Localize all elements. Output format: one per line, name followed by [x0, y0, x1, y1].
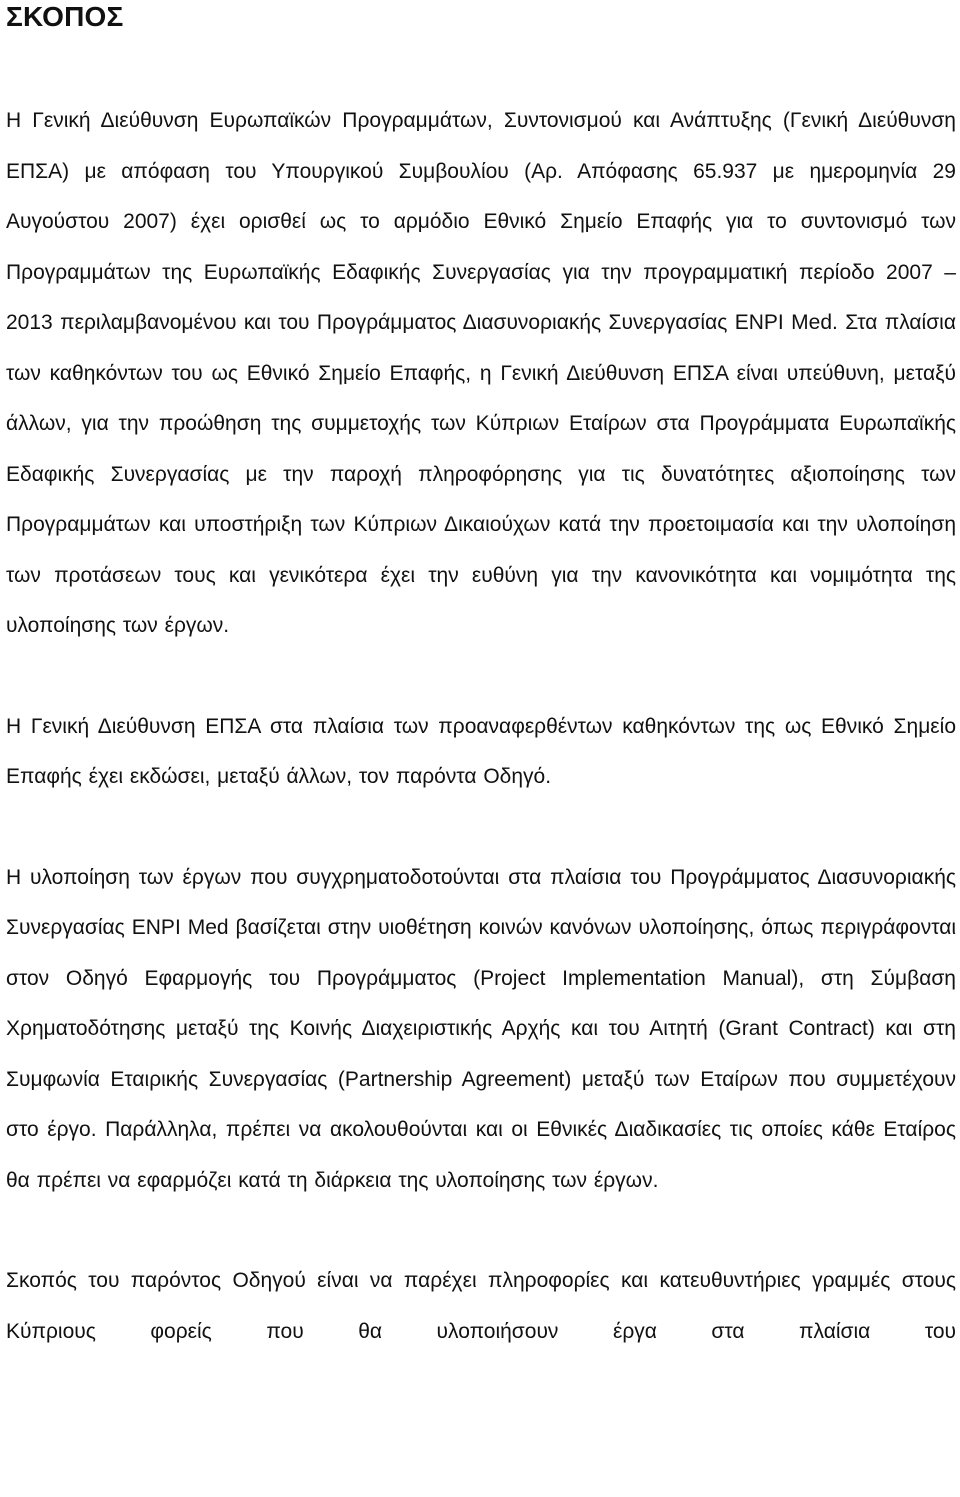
paragraph-implementation-rules: Η υλοποίηση των έργων που συγχρηματοδοτούνται στα πλαίσια του Προγράμματος Διασυνοριακής Συνεργασίας ENPI Med βασίζεται στην υιοθέτηση κοινών κανόνων υλοποίησης, όπως περιγράφονται στον Οδηγό Εφαρμογής του Προγράμματος (Project Implementation Manual), στη Σύμβαση Χρηματοδότησης μεταξύ της Κοινής Διαχειριστικής Αρχής και του Αιτητή (Grant Contract) και στη Συμφωνία Εταιρικής Συνεργασίας (Partnership Agreement) μεταξύ των Εταίρων που συμμετέχουν στο έργο. Παράλληλα, πρέπει να ακολουθούνται και οι Εθνικές Διαδικασίες τις οποίες κάθε Εταίρος θα πρέπει να εφαρμόζει κατά τη διάρκεια της υλοποίησης των έργων. — [6, 865, 956, 1192]
paragraph-guide-purpose: Σκοπός του παρόντος Οδηγού είναι να παρέχει πληροφορίες και κατευθυντήριες γραμμές στους Κύπριους φορείς που θα υλοποιήσουν έργα στα πλαίσια του — [6, 1269, 956, 1343]
document-page — [6, 0, 956, 1357]
paragraph-purpose-intro: Η Γενική Διεύθυνση Ευρωπαϊκών Προγραμμάτων, Συντονισμού και Ανάπτυξης (Γενική Διεύθυνση ΕΠΣΑ) με απόφαση του Υπουργικού Συμβουλίου (Αρ. Απόφασης 65.937 με ημερομηνία 29 Αυγούστου 2007) έχει ορισθεί ως το αρμόδιο Εθνικό Σημείο Επαφής για το συντονισμό των Προγραμμάτων της Ευρωπαϊκής Εδαφικής Συνεργασίας για την προγραμματική περίοδο 2007 – 2013 περιλαμβανομένου και του Προγράμματος Διασυνοριακής Συνεργασίας ENPI Med. Στα πλαίσια των καθηκόντων του ως Εθνικό Σημείο Επαφής, η Γενική Διεύθυνση ΕΠΣΑ είναι υπεύθυνη, μεταξύ άλλων, για την προώθηση της συμμετοχής των Κύπριων Εταίρων στα Προγράμματα Ευρωπαϊκής Εδαφικής Συνεργασίας με την παροχή πληροφόρησης για τις δυνατότητες αξιοποίησης των Προγραμμάτων και υποστήριξη των Κύπριων Δικαιούχων κατά την προετοιμασία και την υλοποίηση των προτάσεων τους και γενικότερα έχει την ευθύνη για την κανονικότητα και νομιμότητα της υλοποίησης των έργων. — [6, 109, 956, 637]
section-title: ΣΚΟΠΟΣ — [6, 1, 124, 32]
paragraph-guide-issued: Η Γενική Διεύθυνση ΕΠΣΑ στα πλαίσια των προαναφερθέντων καθηκόντων της ως Εθνικό Σημείο Επαφής έχει εκδώσει, μεταξύ άλλων, τον παρόντα Οδηγό. — [6, 714, 956, 788]
